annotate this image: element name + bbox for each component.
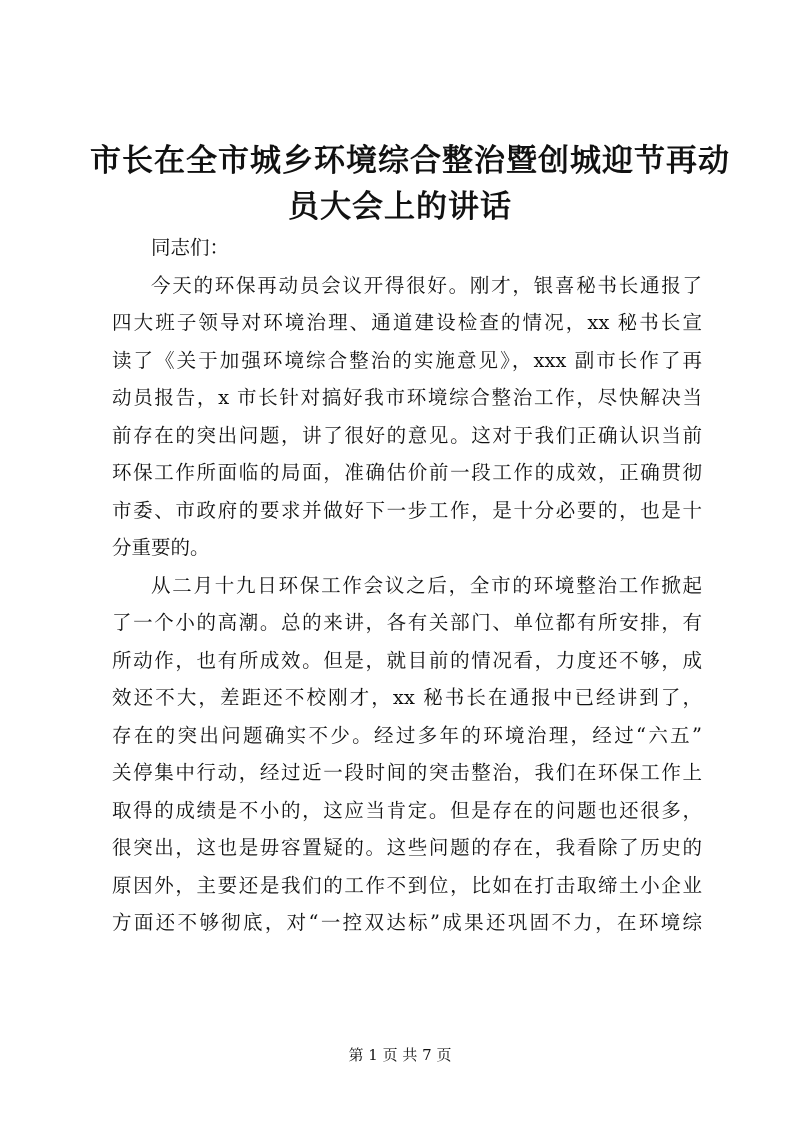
paragraph-1-line: 读了《关于加强环境综合整治的实施意见》，xxx 副市长作了再 (112, 348, 702, 372)
paragraph-2-line: 原因外，主要还是我们的工作不到位，比如在打击取缔土小企业 (112, 873, 702, 897)
paragraph-1-line: 分重要的。 (112, 536, 210, 559)
document-title (90, 138, 730, 230)
paragraph-1-line: 市委、市政府的要求并做好下一步工作，是十分必要的，也是十 (112, 498, 702, 522)
paragraph-2-line: 存在的突出问题确实不少。经过多年的环境治理，经过“六五” (112, 723, 702, 747)
paragraph-2-line: 取得的成绩是不小的，这应当肯定。但是存在的问题也还很多， (112, 798, 702, 822)
paragraph-1-line: 环保工作所面临的局面，准确估价前一段工作的成效，正确贯彻 (112, 461, 702, 484)
document-body (112, 229, 702, 942)
paragraph-2-line: 所动作，也有所成效。但是，就目前的情况看，力度还不够，成 (112, 648, 702, 672)
title-line-1: 市长在全市城乡环境综合整治暨创城迎节再动 (90, 143, 730, 179)
paragraph-1-line: 动员报告，x 市长针对搞好我市环境综合整治工作，尽快解决当 (112, 386, 702, 409)
paragraph-2-line: 方面还不够彻底，对“一控双达标”成果还巩固不力，在环境综 (112, 911, 702, 934)
paragraph-1-line: 四大班子领导对环境治理、通道建设检查的情况，xx 秘书长宣 (112, 311, 702, 334)
title-line-2: 员大会上的讲话 (288, 189, 512, 225)
salutation: 同志们： (151, 236, 230, 259)
page-number-footer: 第 1 页 共 7 页 (348, 1046, 452, 1064)
paragraph-1-line: 今天的环保再动员会议开得很好。刚才，银喜秘书长通报了 (151, 273, 702, 297)
paragraph-1-line: 前存在的突出问题，讲了很好的意见。这对于我们正确认识当前 (112, 423, 702, 447)
paragraph-2-line: 效还不大，差距还不校刚才，xx 秘书长在通报中已经讲到了， (112, 686, 702, 709)
paragraph-2-line: 很突出，这也是毋容置疑的。这些问题的存在，我看除了历史的 (112, 836, 702, 859)
paragraph-2-line: 了一个小的高潮。总的来讲，各有关部门、单位都有所安排，有 (112, 611, 702, 634)
paragraph-2-line: 从二月十九日环保工作会议之后，全市的环境整治工作掀起 (151, 573, 702, 597)
paragraph-2-line: 关停集中行动，经过近一段时间的突击整治，我们在环保工作上 (112, 761, 702, 784)
